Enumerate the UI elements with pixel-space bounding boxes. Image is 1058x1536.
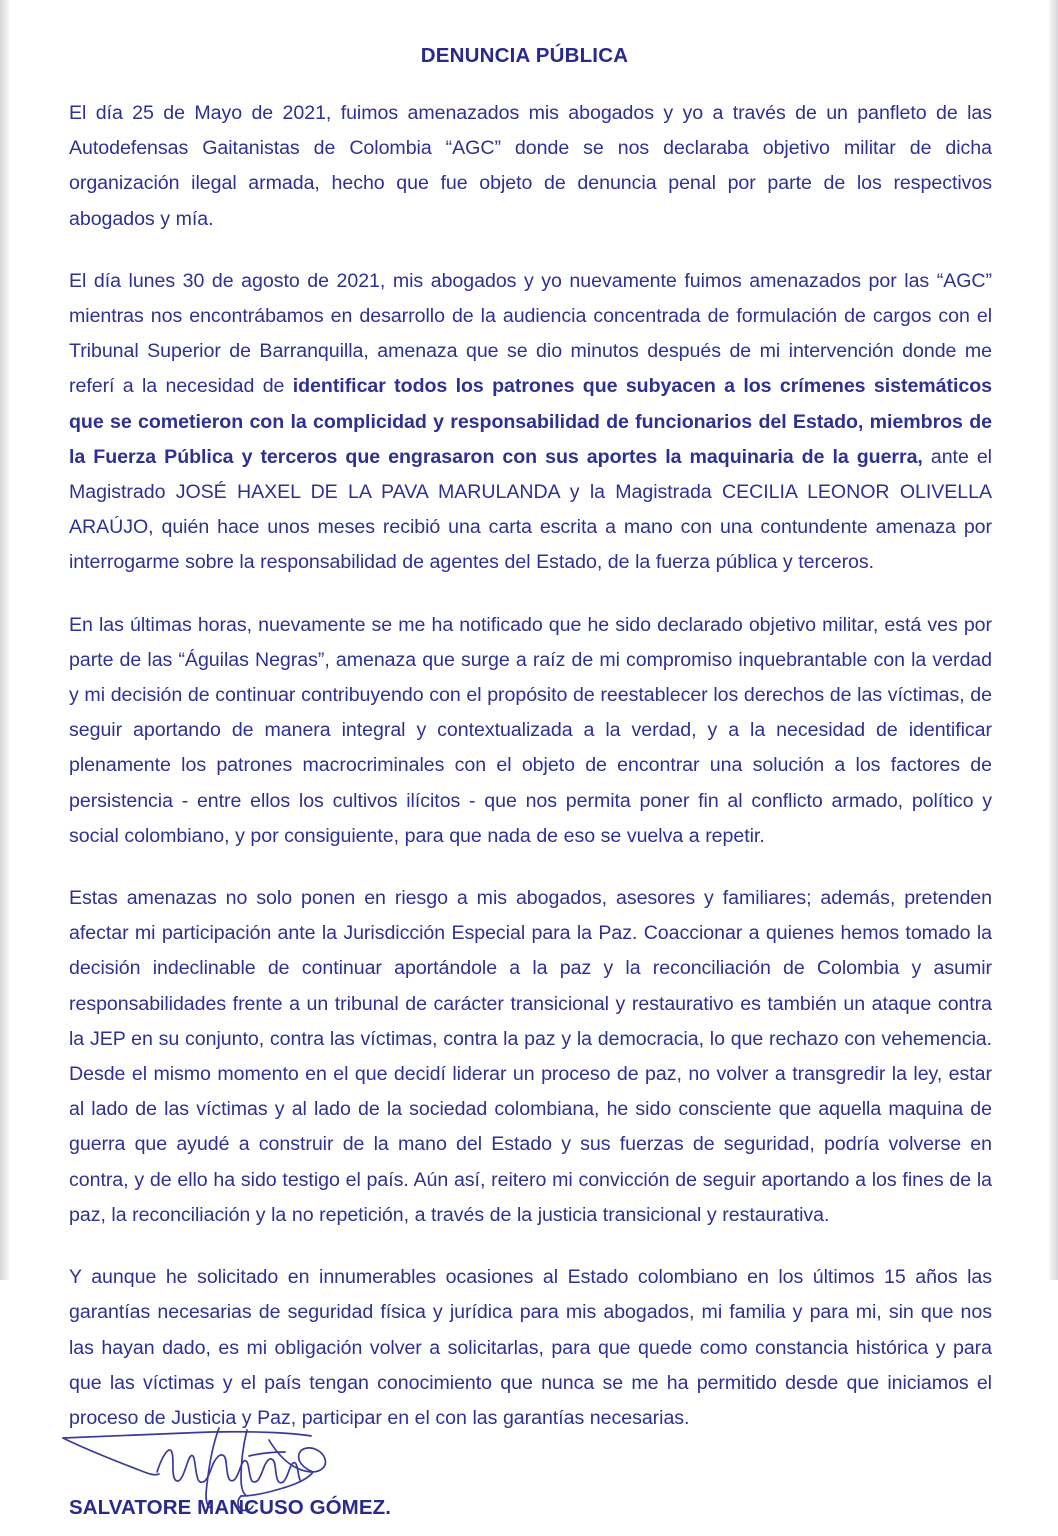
paragraph	[69, 608, 992, 854]
text-run: ante el Magistrado JOSÉ HAXEL DE LA PAVA MARULANDA y la Magistrada CECILIA LEONOR OLIVELLA ARAÚJO, quién hace unos meses recibió una carta escrita a mano con una contundente amenaza por interrogarme sobre la responsabilidad de agentes del Estado, de la fuerza pública y terceros.	[69, 445, 992, 574]
page-title: DENUNCIA PÚBLICA	[420, 44, 629, 67]
document-body	[9, 0, 1049, 1536]
page-edge-strip-right	[1049, 0, 1058, 1280]
paragraph	[69, 96, 992, 237]
paragraph	[69, 881, 992, 1233]
emphasized-text-run: identificar todos los patrones que subyacen a los crímenes sistemáticos que se cometieron con la complicidad y responsabilidad de funcionarios del Estado, miembros de la Fuerza Pública y terceros que engrasaron con sus aportes la maquinaria de la guerra,	[69, 375, 992, 468]
page-edge-strip-left	[0, 0, 9, 1280]
text-run: El día lunes 30 de agosto de 2021, mis abogados y yo nuevamente fuimos amenazados por las “AGC” mientras nos encontrábamos en desarrollo de la audiencia concentrada de formulación de cargos con el Tribunal Superior de Barranquilla, amenaza que se dio minutos después de mi intervención donde me referí a la necesidad de	[69, 269, 992, 398]
signer-name: SALVATORE MANCUSO GÓMEZ.	[69, 1496, 392, 1520]
signature-block	[69, 1440, 992, 1536]
document-text-content	[69, 96, 992, 1436]
document-page	[9, 0, 1049, 1520]
text-run: El día 25 de Mayo de 2021, fuimos amenazados mis abogados y yo a través de un panfleto de las Autodefensas Gaitanistas de Colombia “AGC” donde se nos declaraba objetivo militar de dicha organización ilegal armada, hecho que fue objeto de denuncia penal por parte de los respectivos abogados y mía.	[69, 102, 992, 230]
text-run: Estas amenazas no solo ponen en riesgo a mis abogados, asesores y familiares; además, pretenden afectar mi participación ante la Jurisdicción Especial para la Paz. Coaccionar a quienes hemos tomado la decisión indeclinable de continuar aportándole a la paz y la reconciliación de Colombia y asumir responsabilidades frente a un tribunal de carácter transicional y restaurativo es también un ataque contra la JEP en su conjunto, contra las víctimas, contra la paz y la democracia, lo que rechazo con vehemencia. Desde el mismo momento en el que decidí liderar un proceso de paz, no volver a transgredir la ley, estar al lado de las víctimas y al lado de la sociedad colombiana, he sido consciente que aquella maquina de guerra que ayudé a construir de la mano del Estado y sus fuerzas de seguridad, podría volverse en contra, y de ello ha sido testigo el país. Aún así, reitero mi convicción de seguir aportando a los fines de la paz, la reconciliación y la no repetición, a través de la justicia transicional y restaurativa.	[69, 887, 992, 1226]
text-run: Y aunque he solicitado en innumerables ocasiones al Estado colombiano en los últimos 15 años las garantías necesarias de seguridad física y jurídica para mis abogados, mi familia y para mi, sin que nos las hayan dado, es mi obligación volver a solicitarlas, para que quede como constancia histórica y para que las víctimas y el país tengan conocimiento que nunca se me ha permitido desde que iniciamos el proceso de Justicia y Paz, participar en el con las garantías necesarias.	[69, 1266, 992, 1429]
paragraph	[69, 264, 992, 581]
paragraph	[69, 1260, 992, 1436]
text-run: En las últimas horas, nuevamente se me ha notificado que he sido declarado objetivo militar, está ves por parte de las “Águilas Negras”, amenaza que surge a raíz de mi compromiso inquebrantable con la verdad y mi decisión de continuar contribuyendo con el propósito de reestablecer los derechos de las víctimas, de seguir aportando de manera integral y contextualizada a la verdad, y a la necesidad de identificar plenamente los patrones macrocriminales con el objeto de encontrar una solución a los factores de persistencia - entre ellos los cultivos ilícitos - que nos permita poner fin al conflicto armado, político y social colombiano, y por consiguiente, para que nada de eso se vuelva a repetir.	[69, 613, 992, 847]
